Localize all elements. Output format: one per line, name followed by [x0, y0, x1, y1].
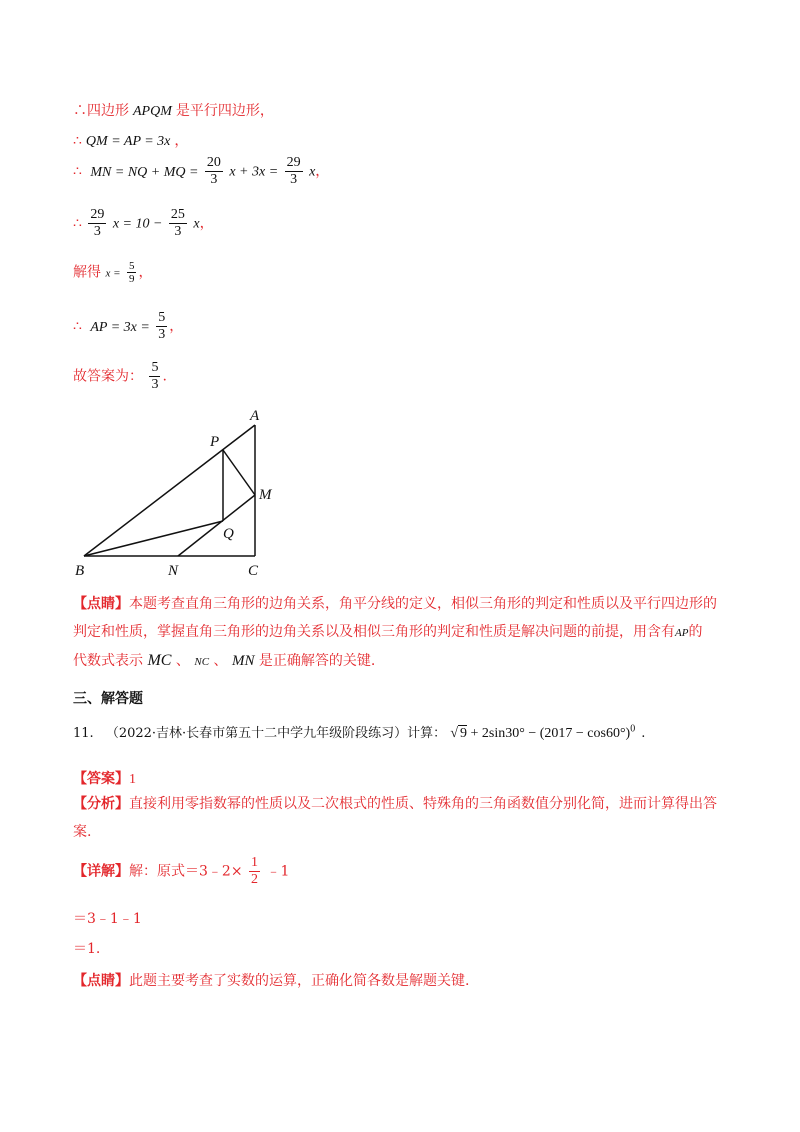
section-title: 三、解答题	[73, 691, 143, 707]
detail-line-2: ＝3﹣1﹣1	[73, 911, 142, 927]
fraction: $\frac{5}{3}$	[158, 310, 166, 342]
segment-bq	[84, 521, 223, 556]
label-c: C	[248, 563, 259, 579]
segment-nm	[178, 495, 255, 556]
fraction: $\frac{25}{3}$	[170, 207, 185, 239]
fraction: $\frac{29}{3}$	[90, 207, 105, 239]
solution-line-3: ∴ MN = NQ + MQ = $\frac{20}{3}$ x + 3x = $\frac{29}{3}$ x，	[73, 155, 330, 187]
fraction: $\frac{20}{3}$	[206, 155, 221, 187]
solution-line-7: 故答案为： $\frac{5}{3}$ .	[73, 360, 167, 392]
question-11: 11. （2022·吉林·长春市第五十二中学九年级阶段练习）计算： √ $9 + 2\sin 30^\circ - (2017 - \cos 60^\circ)^0$ .	[73, 723, 646, 741]
label-m: M	[259, 487, 272, 503]
label-a: A	[250, 408, 260, 424]
label-q: Q	[223, 526, 234, 542]
solution-line-4: ∴ $\frac{29}{3}$ x = 10 − $\frac{25}{3}$ x，	[73, 207, 214, 239]
fraction: $\frac{29}{3}$	[286, 155, 301, 187]
label-b: B	[75, 563, 85, 579]
detail-line-3: ＝1.	[73, 941, 101, 957]
segment-pm	[223, 450, 255, 495]
label-p: P	[210, 434, 220, 450]
fraction: $\frac{5}{3}$	[151, 360, 159, 392]
fraction: $\frac{5}{9}$	[128, 260, 135, 285]
solution-line-2: ∴ QM = AP = 3x ，	[73, 133, 189, 149]
solution-line-1: ∴四边形 APQM 是平行四边形，	[73, 103, 274, 119]
detail-line-1: 【详解】解：原式＝3﹣2× $\frac{1}{2}$ ﹣1	[73, 855, 290, 887]
math-apqm: APQM	[133, 104, 172, 119]
dianjing-1: 【点睛】本题考查直角三角形的边角关系，角平分线的定义，相似三角形的判定和性质以及平行四边形的 判定和性质，掌握直角三角形的边角关系以及相似三角形的判定和性质是解决问题的前提，用含有AP的 代数式表示 MC 、 NC 、 MN 是正确解答的关键.	[73, 596, 717, 669]
math-expression: √ $9 + 2\sin 30^\circ - (2017 - \cos 60^\circ)^0$	[450, 723, 636, 741]
label-n: N	[168, 563, 179, 579]
solution-line-6: ∴ AP = 3x = $\frac{5}{3}$ ，	[73, 310, 184, 342]
fraction: $\frac{1}{2}$	[251, 855, 258, 887]
dianjing-2: 【点睛】此题主要考查了实数的运算，正确化简各数是解题关键.	[73, 973, 470, 989]
geometry-figure	[0, 400, 800, 600]
solution-line-5: 解得 x = $\frac{5}{9}$ ，	[73, 260, 153, 285]
answer-line: 【答案】1	[73, 771, 136, 787]
analysis: 【分析】直接利用零指数幂的性质以及二次根式的性质、特殊角的三角函数值分别化简，进而计算得出答 案.	[73, 796, 717, 840]
